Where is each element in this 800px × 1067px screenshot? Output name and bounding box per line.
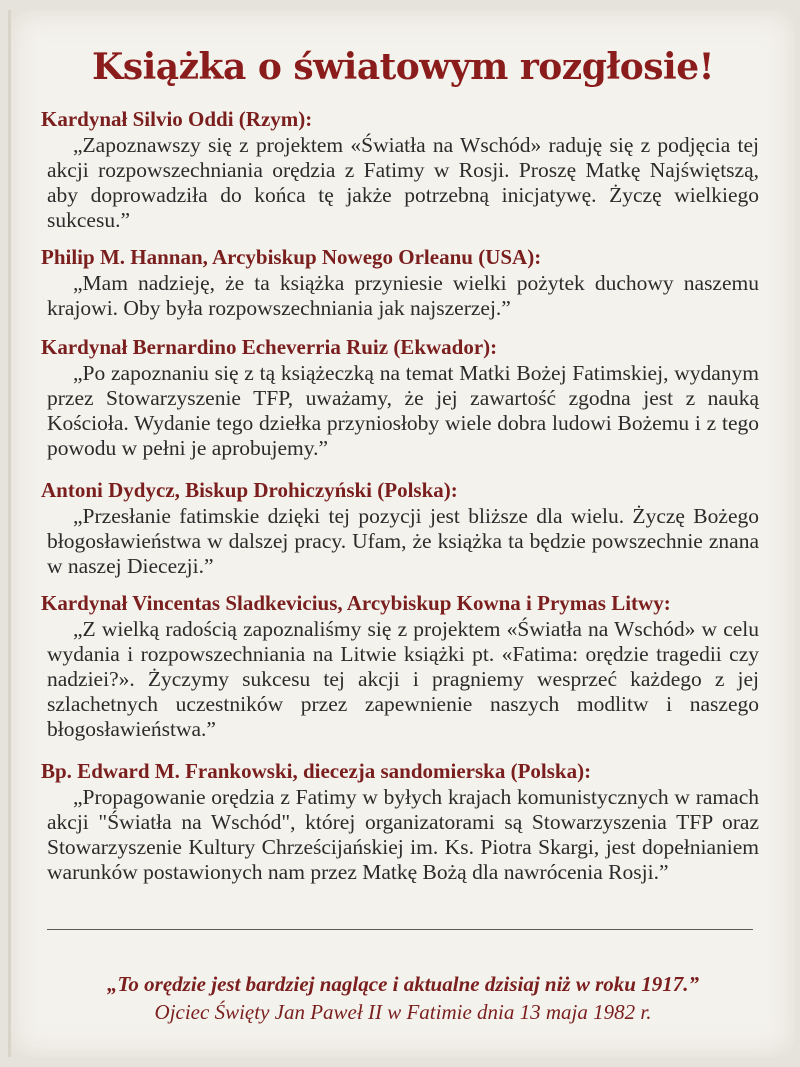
endorsement-quote: „Mam nadzieję, że ta książka przyniesie wielki pożytek duchowy naszemu krajowi. Oby była rozpowszechniania jak najszerzej.” <box>47 271 759 320</box>
endorsement-author: Philip M. Hannan, Arcybiskup Nowego Orleanu (USA): <box>41 245 542 269</box>
endorsement-oddi <box>41 106 759 233</box>
endorsement-author: Kardynał Vincentas Sladkevicius, Arcybiskup Kowna i Prymas Litwy: <box>41 591 671 615</box>
footer-attribution: Ojciec Święty Jan Paweł II w Fatimie dnia 13 maja 1982 r. <box>154 1000 652 1024</box>
endorsement-author: Antoni Dydycz, Biskup Drohiczyński (Polska): <box>41 478 458 502</box>
endorsement-hannan <box>41 244 759 321</box>
endorsement-dydycz <box>41 477 759 579</box>
endorsement-sladkevicius <box>41 590 759 742</box>
endorsement-quote: „Zapoznawszy się z projektem «Światła na Wschód» raduję się z podjęcia tej akcji rozpowszechniania orędzia z Fatimy w Rosji. Proszę Matkę Najświętszą, aby doprowadziła do końca tę jakże potrzebną inicjatywę. Życzę wielkiego sukcesu.” <box>47 133 759 232</box>
divider-line <box>47 929 753 930</box>
endorsement-quote: „Przesłanie fatimskie dzięki tej pozycji jest bliższe dla wielu. Życzę Bożego błogosławieństwa w dalszej pracy. Ufam, że książka ta będzie powszechnie znana w naszej Diecezji.” <box>47 504 759 578</box>
endorsement-author: Bp. Edward M. Frankowski, diecezja sandomierska (Polska): <box>41 759 592 783</box>
endorsement-quote: „Z wielką radością zapoznaliśmy się z projektem «Światła na Wschód» w celu wydania i rozpowszechniania na Litwie książki pt. «Fatima: orędzie tragedii czy nadziei?». Życzymy sukcesu tej akcji i pragniemy wesprzeć każdego z jej szlachetnych uczestników przez zapewnienie naszych modlitw i naszego błogosławieństwa.” <box>47 617 759 741</box>
footer-quote: „To orędzie jest bardziej naglące i aktualne dzisiaj niż w roku 1917.” <box>107 972 699 996</box>
endorsement-ruiz <box>41 334 759 461</box>
endorsement-author: Kardynał Bernardino Echeverria Ruiz (Ekwador): <box>41 335 498 359</box>
endorsement-quote: „Propagowanie orędzia z Fatimy w byłych krajach komunistycznych w ramach akcji "Światła na Wschód", której organizatorami są Stowarzyszenia TFP oraz Stowarzyszenie Kultury Chrześcijańskiej im. Ks. Piotra Skargi, jest dopełnianiem warunków postawionych nam przez Matkę Bożą dla nawrócenia Rosji.” <box>47 785 759 884</box>
endorsement-author: Kardynał Silvio Oddi (Rzym): <box>41 107 313 131</box>
flyer-page <box>8 10 795 1057</box>
endorsement-quote: „Po zapoznaniu się z tą książeczką na temat Matki Bożej Fatimskiej, wydanym przez Stowarzyszenie TFP, uważamy, że jej zawartość zgodna jest z nauką Kościoła. Wydanie tego dziełka przyniosłoby wiele dobra ludowi Bożemu i z tego powodu w pełni je aprobujemy.” <box>47 361 759 460</box>
page-title: Książka o światowym rozgłosie! <box>92 46 714 88</box>
endorsement-frankowski <box>41 758 759 885</box>
